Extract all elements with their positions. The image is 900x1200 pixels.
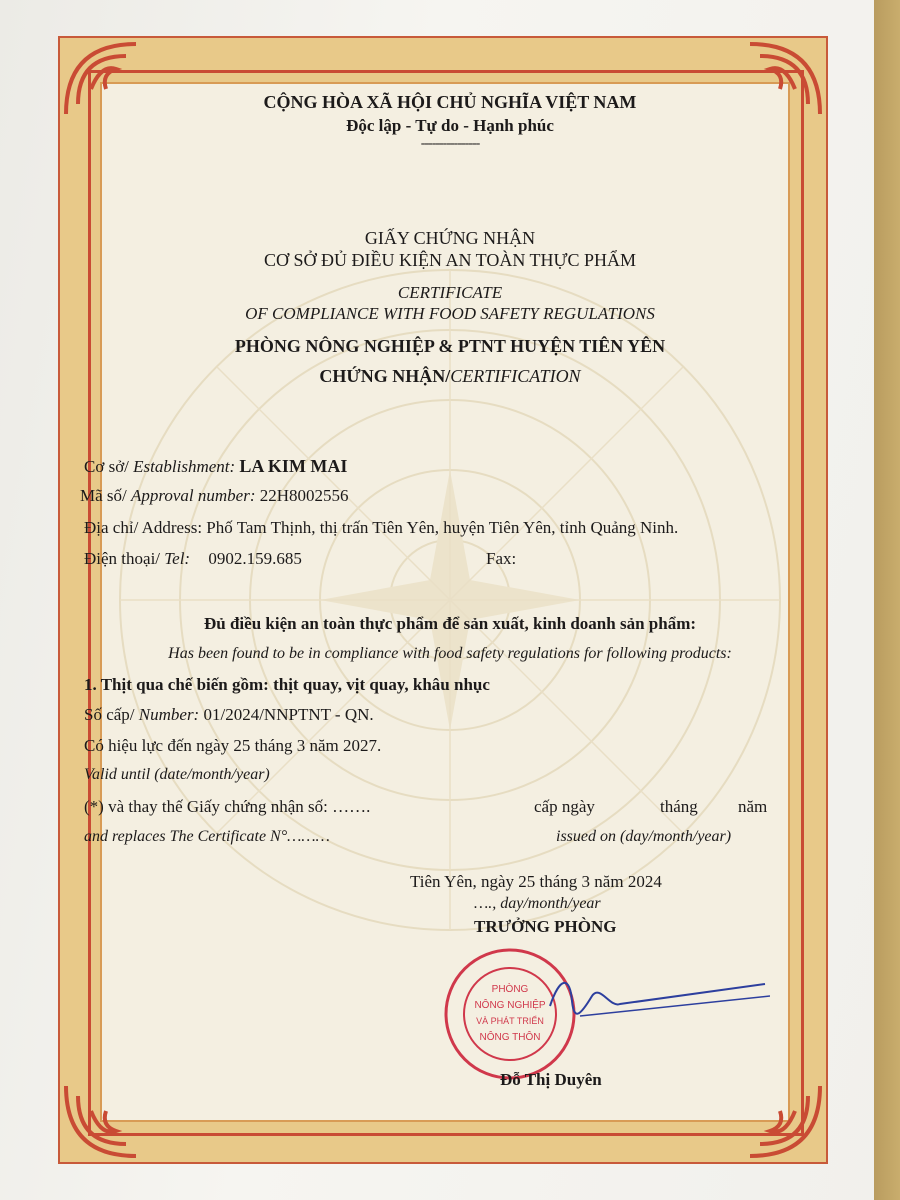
certificate-subtitle-vi: CƠ SỞ ĐỦ ĐIỀU KIỆN AN TOÀN THỰC PHẨM bbox=[264, 250, 636, 270]
place-date-en: …., day/month/year bbox=[474, 895, 601, 912]
number-label-en: Number: bbox=[138, 705, 200, 724]
place-date: Tiên Yên, ngày 25 tháng 3 năm 2024 bbox=[410, 872, 662, 891]
certificate-title-vi: GIẤY CHỨNG NHẬN bbox=[364, 228, 536, 248]
header-divider: ---------------- bbox=[420, 136, 480, 151]
establishment-name: LA KIM MAI bbox=[239, 456, 348, 476]
certificate-title-en: CERTIFICATE bbox=[397, 283, 503, 302]
address-value: Phố Tam Thịnh, thị trấn Tiên Yên, huyện Tiên Yên, tỉnh Quảng Ninh. bbox=[206, 518, 679, 537]
corner-ornament-bottom-right bbox=[740, 1076, 830, 1166]
issue-month-label: tháng bbox=[660, 797, 698, 816]
tel-row bbox=[84, 549, 302, 569]
issuing-authority: PHÒNG NÔNG NGHIỆP & PTNT HUYỆN TIÊN YÊN bbox=[234, 336, 666, 356]
certification-label-en: CERTIFICATION bbox=[450, 366, 581, 386]
issue-day-label: cấp ngày bbox=[534, 797, 595, 816]
nation-title: CỘNG HÒA XÃ HỘI CHỦ NGHĨA VIỆT NAM bbox=[263, 92, 637, 112]
tel-label-en: Tel: bbox=[164, 549, 191, 568]
approval-number: 22H8002556 bbox=[259, 486, 349, 505]
stamp-line-4: NÔNG THÔN bbox=[479, 1032, 541, 1043]
signer-name: Đỗ Thị Duyên bbox=[500, 1070, 602, 1089]
certificate-number: 01/2024/NNPTNT - QN. bbox=[203, 705, 374, 724]
stamp-line-1: PHÒNG bbox=[491, 984, 529, 995]
approval-row bbox=[80, 486, 349, 506]
certificate-subtitle-en: OF COMPLIANCE WITH FOOD SAFETY REGULATIONS bbox=[245, 304, 655, 323]
handwritten-signature bbox=[540, 966, 770, 1046]
approval-label-en: Approval number: bbox=[131, 486, 256, 505]
compliance-heading-vi: Đủ điều kiện an toàn thực phẩm để sản xuất, kinh doanh sản phẩm: bbox=[203, 614, 697, 633]
certification-heading bbox=[0, 366, 900, 387]
nation-motto: Độc lập - Tự do - Hạnh phúc bbox=[346, 116, 554, 135]
certification-label-vi: CHỨNG NHẬN/ bbox=[319, 366, 451, 386]
address-row bbox=[84, 518, 678, 538]
corner-ornament-bottom-left bbox=[56, 1076, 146, 1166]
compliance-heading-en: Has been found to be in compliance with food safety regulations for following products: bbox=[168, 645, 732, 662]
replace-row-en: and replaces The Certificate N°……… bbox=[84, 828, 330, 845]
tel-number: 0902.159.685 bbox=[208, 549, 302, 568]
valid-until-en: Valid until (date/month/year) bbox=[84, 766, 270, 783]
product-item: 1. Thịt qua chế biến gồm: thịt quay, vịt quay, khâu nhục bbox=[84, 675, 490, 694]
address-label: Địa chỉ/ Address: bbox=[84, 518, 203, 537]
establishment-label-vi: Cơ sở/ bbox=[84, 457, 129, 476]
fax-label: Fax: bbox=[486, 549, 517, 568]
valid-until-vi: Có hiệu lực đến ngày 25 tháng 3 năm 2027. bbox=[84, 736, 382, 755]
replace-row-vi: (*) và thay thế Giấy chứng nhận số: ……. bbox=[84, 797, 371, 816]
issued-on-en: issued on (day/month/year) bbox=[556, 828, 732, 845]
approval-label-vi: Mã số/ bbox=[80, 486, 127, 505]
number-label-vi: Số cấp/ bbox=[84, 705, 135, 724]
number-row bbox=[84, 705, 374, 725]
stamp-line-2: NÔNG NGHIỆP bbox=[474, 1000, 546, 1011]
establishment-row bbox=[84, 456, 347, 477]
establishment-label-en: Establishment: bbox=[133, 457, 236, 476]
issue-year-label: năm bbox=[738, 797, 768, 816]
signer-position: TRƯỞNG PHÒNG bbox=[474, 917, 617, 936]
tel-label-vi: Điện thoại/ bbox=[84, 549, 161, 568]
stamp-line-3: VÀ PHÁT TRIỂN bbox=[476, 1016, 544, 1026]
